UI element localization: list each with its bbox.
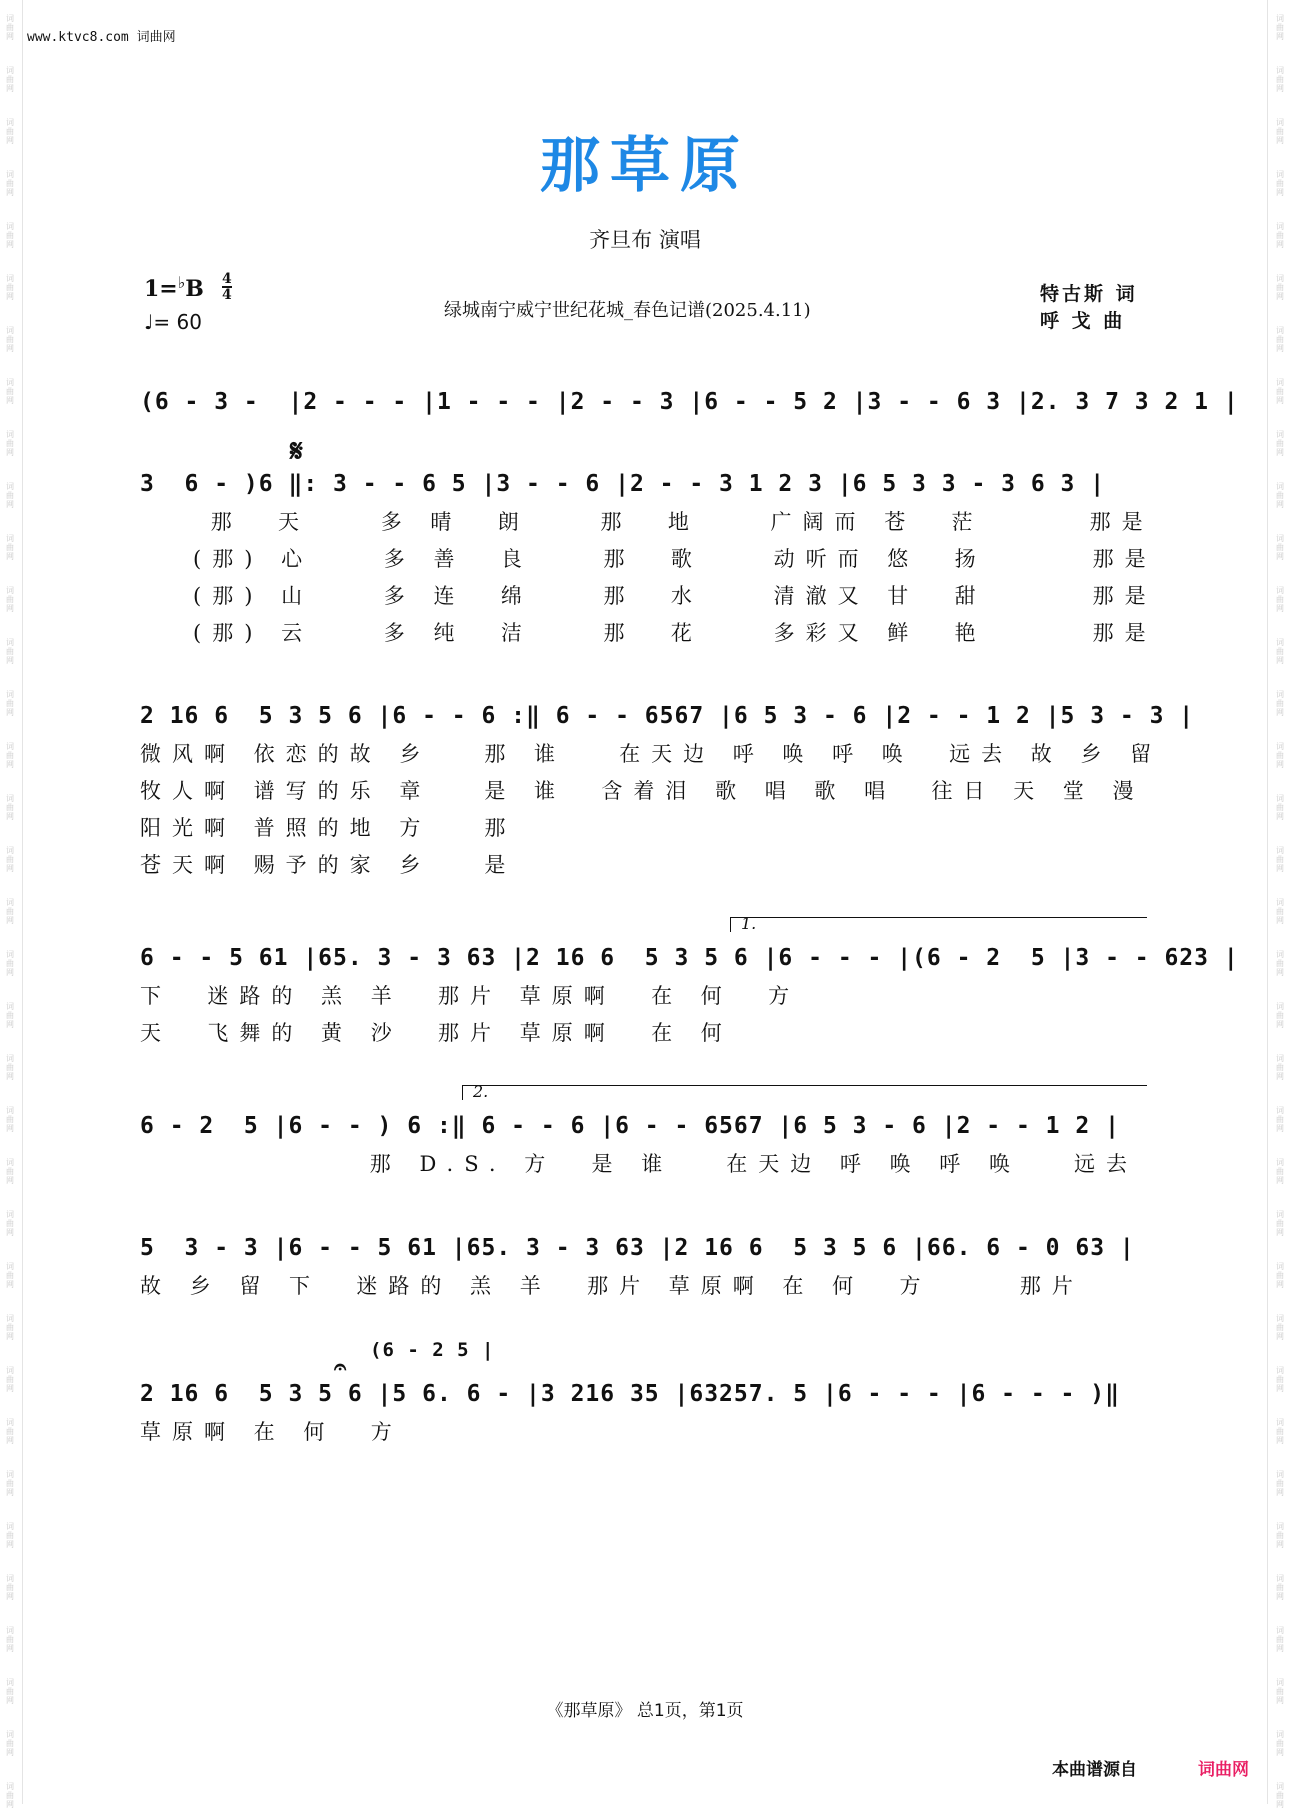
watermark-stamp: 词 曲 网 [1276, 1782, 1284, 1809]
ending-alternate [370, 1330, 670, 1370]
site-url[interactable]: www.ktvc8.com 词曲网 [27, 30, 176, 45]
score-line-3 [140, 696, 1195, 884]
watermark-stamp: 词 曲 网 [6, 326, 14, 353]
watermark-stamp: 词 曲 网 [1276, 898, 1284, 925]
watermark-stamp: 词 曲 网 [1276, 1366, 1284, 1393]
watermark-stamp: 词 曲 网 [1276, 1262, 1284, 1289]
watermark-stamp: 词 曲 网 [6, 1158, 14, 1185]
source-note: 本曲谱源自 [1052, 1760, 1137, 1780]
watermark-stamp: 词 曲 网 [6, 66, 14, 93]
lyrics-line-2-verse-3: (那) 山 多 连 绵 那 水 清澈又 甘 甜 那是 [140, 584, 1157, 608]
watermark-stamp: 词 曲 网 [6, 1678, 14, 1705]
watermark-stamp: 词 曲 网 [6, 742, 14, 769]
watermark-stamp: 词 曲 网 [6, 430, 14, 457]
watermark-stamp: 词 曲 网 [1276, 638, 1284, 665]
watermark-stamp: 词 曲 网 [1276, 326, 1284, 353]
watermark-stamp: 词 曲 网 [1276, 430, 1284, 457]
watermark-stamp: 词 曲 网 [6, 170, 14, 197]
watermark-stamp: 词 曲 网 [1276, 482, 1284, 509]
lyrics-line-7: 草原啊 在 何 方 [140, 1420, 403, 1444]
watermark-stamp: 词 曲 网 [6, 1262, 14, 1289]
watermark-stamp: 词 曲 网 [1276, 950, 1284, 977]
watermark-stamp: 词 曲 网 [1276, 534, 1284, 561]
watermark-stamp: 词 曲 网 [6, 1782, 14, 1809]
watermark-stamp: 词 曲 网 [6, 1522, 14, 1549]
score-line-7 [140, 1374, 1150, 1451]
lyrics-line-2-verse-2: (那) 心 多 善 良 那 歌 动听而 悠 扬 那是 [140, 547, 1157, 571]
score-line-4 [140, 938, 1239, 1052]
watermark-stamp: 词 曲 网 [1276, 1522, 1284, 1549]
score-line-1 [140, 382, 1239, 422]
notes-line-1: (6 - 3 - |2 - - - |1 - - - |2 - - 3 |6 - - 5 2 |3 - - 6 3 |2. 3 7 3 2 1 | [140, 389, 1239, 415]
watermark-stamp: 词 曲 网 [1276, 1106, 1284, 1133]
watermark-stamp: 词 曲 网 [6, 794, 14, 821]
watermark-stamp: 词 曲 网 [6, 534, 14, 561]
watermark-stamp: 词 曲 网 [6, 1574, 14, 1601]
watermark-stamp: 词 曲 网 [6, 950, 14, 977]
lyrics-line-6: 故 乡 留 下 迷路的 羔 羊 那片 草原啊 在 何 方 那片 [140, 1274, 1084, 1298]
watermark-stamp: 词 曲 网 [6, 1002, 14, 1029]
watermark-stamp: 词 曲 网 [6, 690, 14, 717]
watermark-stamp: 词 曲 网 [6, 1210, 14, 1237]
lyrics-line-3-verse-1: 微风啊 依恋的故 乡 那 谁 在天边 呼 唤 呼 唤 远去 故 乡 留 [140, 742, 1163, 766]
lyrics-line-3-verse-4: 苍天啊 赐予的家 乡 是 [140, 853, 517, 877]
watermark-stamp: 词 曲 网 [6, 1730, 14, 1757]
singer: 齐旦布 演唱 [589, 228, 701, 252]
watermark-stamp: 词 曲 网 [6, 898, 14, 925]
song-title: 那草原 [540, 131, 750, 201]
alt-notes: (6 - 2 5 | [370, 1339, 495, 1361]
watermark-stamp: 词 曲 网 [6, 118, 14, 145]
watermark-stamp: 词 曲 网 [1276, 586, 1284, 613]
tempo-marking: ♩= 60 [144, 310, 202, 334]
notes-line-3: 2 16 6 5 3 5 6 |6 - - 6 :‖ 6 - - 6567 |6 5 3 - 6 |2 - - 1 2 |5 3 - 3 | [140, 703, 1195, 729]
watermark-stamp: 词 曲 网 [1276, 690, 1284, 717]
watermark-stamp: 词 曲 网 [1276, 1002, 1284, 1029]
watermark-stamp: 词 曲 网 [6, 586, 14, 613]
watermark-stamp: 词 曲 网 [6, 274, 14, 301]
watermark-stamp: 词 曲 网 [1276, 846, 1284, 873]
score-line-2 [140, 464, 1157, 652]
watermark-stamp: 词 曲 网 [6, 14, 14, 41]
lyricist: 特古斯 词 [1040, 283, 1138, 305]
watermark-stamp: 词 曲 网 [6, 1054, 14, 1081]
watermark-stamp: 词 曲 网 [1276, 274, 1284, 301]
lyrics-line-2-verse-4: (那) 云 多 纯 洁 那 花 多彩又 鲜 艳 那是 [140, 621, 1157, 645]
first-ending-bracket: 1. [730, 917, 1147, 932]
lyrics-line-5: 那 D.S. 方 是 谁 在天边 呼 唤 呼 唤 远去 [140, 1152, 1138, 1176]
watermark-stamp: 词 曲 网 [6, 1314, 14, 1341]
lyrics-line-3-verse-2: 牧人啊 谱写的乐 章 是 谁 含着泪 歌 唱 歌 唱 往日 天 堂 漫 [140, 779, 1145, 803]
notes-line-6: 5 3 - 3 |6 - - 5 61 |65. 3 - 3 63 |2 16 6 5 3 5 6 |66. 6 - 0 63 | [140, 1235, 1135, 1261]
watermark-stamp: 词 曲 网 [1276, 1418, 1284, 1445]
watermark-stamp: 词 曲 网 [1276, 1158, 1284, 1185]
fermata-sign: 𝄐 [334, 1354, 347, 1380]
watermark-stamp: 词 曲 网 [1276, 1678, 1284, 1705]
watermark-stamp: 词 曲 网 [6, 482, 14, 509]
watermark-stamp: 词 曲 网 [1276, 378, 1284, 405]
watermark-stamp: 词 曲 网 [1276, 66, 1284, 93]
score-line-6 [140, 1228, 1150, 1305]
watermark-stamp: 词 曲 网 [1276, 1574, 1284, 1601]
watermark-stamp: 词 曲 网 [1276, 1314, 1284, 1341]
watermark-stamp: 词 曲 网 [1276, 170, 1284, 197]
watermark-stamp: 词 曲 网 [6, 1106, 14, 1133]
watermark-stamp: 词 曲 网 [6, 846, 14, 873]
notes-line-7: 2 16 6 5 3 5 6 |5 6. 6 - |3 216 35 |63257. 5 |6 - - - |6 - - - )‖ [140, 1381, 1120, 1407]
watermark-stamp: 词 曲 网 [6, 1418, 14, 1445]
watermark-stamp: 词 曲 网 [6, 378, 14, 405]
watermark-stamp: 词 曲 网 [6, 1626, 14, 1653]
watermark-stamp: 词 曲 网 [6, 638, 14, 665]
watermark-stamp: 词 曲 网 [1276, 1730, 1284, 1757]
watermark-stamp: 词 曲 网 [6, 222, 14, 249]
composer: 呼 戈 曲 [1040, 310, 1126, 332]
page-footer: 《那草原》 总1页，第1页 [546, 1701, 744, 1721]
notes-line-5: 6 - 2 5 |6 - - ) 6 :‖ 6 - - 6 |6 - - 6567 |6 5 3 - 6 |2 - - 1 2 | [140, 1113, 1120, 1139]
watermark-stamp: 词 曲 网 [1276, 1470, 1284, 1497]
transcriber-note: 绿城南宁威宁世纪花城_春色记谱(2025.4.11) [444, 300, 811, 321]
watermark-stamp: 词 曲 网 [1276, 118, 1284, 145]
watermark-stamp: 词 曲 网 [1276, 222, 1284, 249]
watermark-stamp: 词 曲 网 [6, 1470, 14, 1497]
watermark-stamp: 词 曲 网 [6, 1366, 14, 1393]
second-ending-bracket: 2. [462, 1085, 1147, 1100]
watermark-stamp: 词 曲 网 [1276, 794, 1284, 821]
lyrics-line-2-verse-1: 那 天 多 晴 朗 那 地 广阔而 苍 茫 那是 [140, 510, 1154, 534]
lyrics-line-4-verse-2: 天 飞舞的 黄 沙 那片 草原啊 在 何 [140, 1021, 733, 1045]
watermark-stamp: 词 曲 网 [1276, 14, 1284, 41]
notes-line-4: 6 - - 5 61 |65. 3 - 3 63 |2 16 6 5 3 5 6 |6 - - - |(6 - 2 5 |3 - - 623 | [140, 945, 1239, 971]
segno-sign: 𝄋 [290, 434, 303, 469]
watermark-stamp: 词 曲 网 [1276, 1210, 1284, 1237]
watermark-stamp: 词 曲 网 [1276, 1054, 1284, 1081]
key-signature: 1=♭B [144, 273, 204, 302]
watermark-stamp: 词 曲 网 [1276, 742, 1284, 769]
credits [1040, 281, 1138, 335]
lyrics-line-4-verse-1: 下 迷路的 羔 羊 那片 草原啊 在 何 方 [140, 984, 801, 1008]
watermark-stamp: 词 曲 网 [1276, 1626, 1284, 1653]
time-signature: 4 4 [222, 271, 232, 303]
notes-line-2: 3 6 - )6 ‖: 3 - - 6 5 |3 - - 6 |2 - - 3 1 2 3 |6 5 3 3 - 3 6 3 | [140, 471, 1106, 497]
lyrics-line-3-verse-3: 阳光啊 普照的地 方 那 [140, 816, 517, 840]
score-line-5 [140, 1106, 1150, 1183]
source-site-link[interactable]: 词曲网 [1198, 1760, 1249, 1780]
